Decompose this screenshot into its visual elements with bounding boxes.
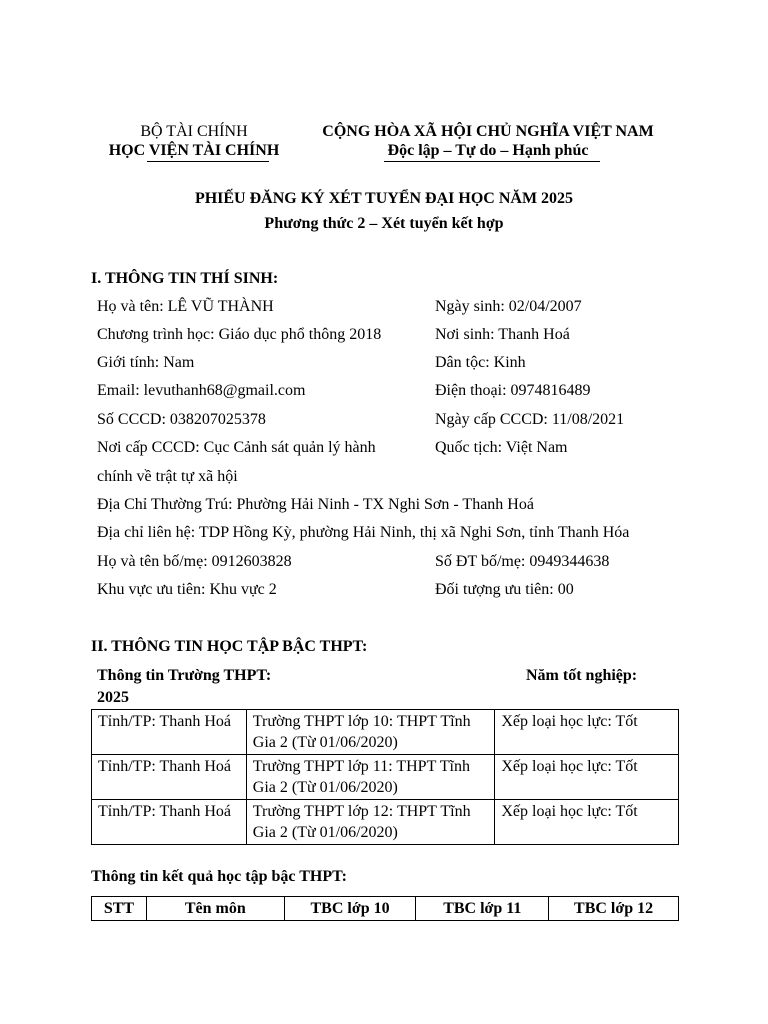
section2-heading: II. THÔNG TIN HỌC TẬP BẬC THPT: <box>91 638 368 655</box>
rank-cell: Xếp loại học lực: Tốt <box>495 755 679 800</box>
nationality: Quốc tịch: Việt Nam <box>435 439 568 456</box>
school-name: Trường THPT lớp 12: THPT Tĩnh <box>252 803 471 820</box>
col-header-grade10: TBC lớp 10 <box>284 897 416 921</box>
ministry-name: BỘ TÀI CHÍNH <box>140 123 248 140</box>
school-date: Gia 2 (Từ 01/06/2020) <box>252 824 398 841</box>
col-header-grade11: TBC lớp 11 <box>416 897 549 921</box>
info-row <box>97 496 697 524</box>
motto-underline <box>384 161 600 162</box>
results-heading: Thông tin kết quả học tập bậc THPT: <box>91 868 347 885</box>
school-name: Trường THPT lớp 11: THPT Tĩnh <box>252 758 470 775</box>
info-row <box>97 524 697 552</box>
section1-heading: I. THÔNG TIN THÍ SINH: <box>91 270 279 287</box>
email: Email: levuthanh68@gmail.com <box>97 382 306 399</box>
header-right <box>300 122 676 160</box>
info-row <box>97 553 697 581</box>
id-issue-place-cont: chính về trật tự xã hội <box>97 468 238 485</box>
full-name: Họ và tên: LÊ VŨ THÀNH <box>97 298 274 315</box>
table-row <box>92 755 679 800</box>
academy-underline <box>147 161 269 162</box>
info-row <box>97 298 697 326</box>
parent-name: Họ và tên bố/mẹ: 0912603828 <box>97 553 292 570</box>
place-of-birth: Nơi sinh: Thanh Hoá <box>435 326 570 343</box>
school-date: Gia 2 (Từ 01/06/2020) <box>252 734 398 751</box>
info-row <box>97 382 697 410</box>
id-number: Số CCCD: 038207025378 <box>97 411 266 428</box>
priority-area: Khu vực ưu tiên: Khu vực 2 <box>97 581 277 598</box>
school-name: Trường THPT lớp 10: THPT Tĩnh <box>252 713 471 730</box>
table-header-row <box>92 897 679 921</box>
info-row <box>97 411 697 439</box>
info-row <box>97 439 697 467</box>
info-row <box>97 468 697 496</box>
phone: Điện thoại: 0974816489 <box>435 382 591 399</box>
country-name: CỘNG HÒA XÃ HỘI CHỦ NGHĨA VIỆT NAM <box>322 123 654 140</box>
ethnicity: Dân tộc: Kinh <box>435 354 526 371</box>
gender: Giới tính: Nam <box>97 354 195 371</box>
school-cell <box>246 755 495 800</box>
rank-cell: Xếp loại học lực: Tốt <box>495 800 679 845</box>
col-header-stt: STT <box>92 897 147 921</box>
province-cell: Tỉnh/TP: Thanh Hoá <box>92 755 247 800</box>
priority-group: Đối tượng ưu tiên: 00 <box>435 581 574 598</box>
table-row <box>92 710 679 755</box>
info-row <box>97 581 697 609</box>
date-of-birth: Ngày sinh: 02/04/2007 <box>435 298 582 315</box>
graduation-year: 2025 <box>97 689 129 706</box>
school-cell <box>246 800 495 845</box>
motto: Độc lập – Tự do – Hạnh phúc <box>387 142 589 159</box>
info-row <box>97 354 697 382</box>
school-info-label: Thông tin Trường THPT: <box>97 667 272 684</box>
table-row <box>92 800 679 845</box>
graduation-label: Năm tốt nghiệp: <box>526 667 638 684</box>
form-title: PHIẾU ĐĂNG KÝ XÉT TUYỂN ĐẠI HỌC NĂM 2025 <box>194 190 574 207</box>
form-subtitle: Phương thức 2 – Xét tuyển kết hợp <box>264 215 504 232</box>
school-table <box>91 709 679 845</box>
province-cell: Tỉnh/TP: Thanh Hoá <box>92 800 247 845</box>
parent-phone: Số ĐT bố/mẹ: 0949344638 <box>435 553 610 570</box>
header-left <box>60 122 328 160</box>
permanent-address: Địa Chỉ Thường Trú: Phường Hải Ninh - TX Nghi Sơn - Thanh Hoá <box>97 496 534 513</box>
province-cell: Tỉnh/TP: Thanh Hoá <box>92 710 247 755</box>
info-row <box>97 326 697 354</box>
id-issue-date: Ngày cấp CCCD: 11/08/2021 <box>435 411 625 428</box>
school-date: Gia 2 (Từ 01/06/2020) <box>252 779 398 796</box>
id-issue-place: Nơi cấp CCCD: Cục Cảnh sát quản lý hành <box>97 439 376 456</box>
col-header-subject: Tên môn <box>146 897 284 921</box>
academy-name: HỌC VIỆN TÀI CHÍNH <box>108 142 280 159</box>
rank-cell: Xếp loại học lực: Tốt <box>495 710 679 755</box>
school-cell <box>246 710 495 755</box>
contact-address: Địa chỉ liên hệ: TDP Hồng Kỳ, phường Hải Ninh, thị xã Nghi Sơn, tỉnh Thanh Hóa <box>97 524 630 541</box>
col-header-grade12: TBC lớp 12 <box>549 897 679 921</box>
curriculum: Chương trình học: Giáo dục phổ thông 2018 <box>97 326 382 343</box>
results-table <box>91 896 679 921</box>
